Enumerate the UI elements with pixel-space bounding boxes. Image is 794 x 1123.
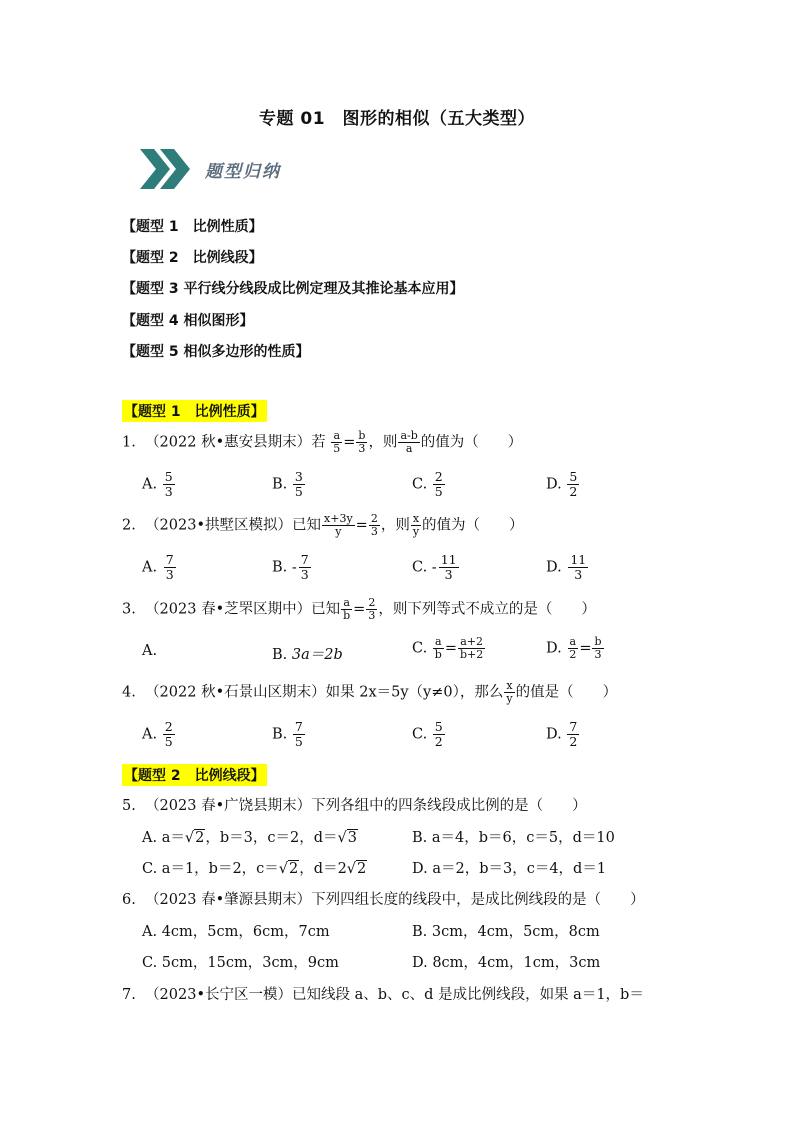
toc-item-2[interactable]: 【题型 2 比例线段】 [122,250,263,266]
q6-option-c[interactable]: C. 5cm，15cm，3cm，9cm [142,955,339,971]
question-4: 4. （2022 秋•石景山区期末）如果 2x＝5y（y≠0），那么 $\frac{x}{y}$ 的值是（ ） [122,679,618,705]
q1-option-d[interactable]: D. $\frac{5}{2}$ [546,469,578,499]
q3-option-b[interactable]: B. 3a＝2b [272,647,343,663]
q4-option-b[interactable]: B. $\frac{7}{5}$ [272,719,303,749]
q3-option-d[interactable]: D. $\frac{a}{2}$ = $\frac{b}{3}$ [546,635,602,661]
q3-option-a[interactable]: A. [142,643,158,659]
question-2: 2. （2023•拱墅区模拟）已知 $\frac{x+3y}{y}$ = $\frac{2}{3}$ ，则 $\frac{x}{y}$ 的值为（ ） [122,512,524,538]
question-6: 6. （2023 春•肇源县期末）下列四组长度的线段中，是成比例线段的是（ ） [122,892,645,908]
q6-option-d[interactable]: D. 8cm，4cm，1cm，3cm [412,955,601,971]
toc-item-1[interactable]: 【题型 1 比例性质】 [122,219,263,235]
section-heading-1: 【题型 1 比例性质】 [122,400,267,422]
q5-option-d[interactable]: D. a＝2，b＝3，c＝4，d＝1 [412,861,607,877]
toc-item-5[interactable]: 【题型 5 相似多边形的性质】 [122,344,310,360]
q5-option-b[interactable]: B. a＝4，b＝6，c＝5，d＝10 [412,830,615,846]
q3-option-c[interactable]: C. $\frac{a}{b}$ = $\frac{a+2}{b+2}$ [412,635,484,661]
section-heading-2: 【题型 2 比例线段】 [122,764,267,786]
q5-option-c[interactable]: C. a＝1，b＝2，c＝√2，d＝2√2 [142,861,367,877]
q2-option-d[interactable]: D. $\frac{11}{3}$ [546,552,587,582]
banner-text: 题型归纳 [205,162,281,182]
q6-option-b[interactable]: B. 3cm，4cm，5cm，8cm [412,924,600,940]
q2-option-c[interactable]: C. - $\frac{11}{3}$ [412,552,457,582]
q1-option-a[interactable]: A. $\frac{5}{3}$ [142,469,173,499]
q1-option-b[interactable]: B. $\frac{3}{5}$ [272,469,303,499]
q2-option-b[interactable]: B. - $\frac{7}{3}$ [272,552,309,582]
toc-item-4[interactable]: 【题型 4 相似图形】 [122,313,254,329]
question-3: 3. （2023 春•芝罘区期中）已知 $\frac{a}{b}$ = $\frac{2}{3}$ ，则下列等式不成立的是（ ） [122,596,596,622]
question-5: 5. （2023 春•广饶县期末）下列各组中的四条线段成比例的是（ ） [122,798,587,814]
q1-option-c[interactable]: C. $\frac{2}{5}$ [412,469,443,499]
toc-item-3[interactable]: 【题型 3 平行线分线段成比例定理及其推论基本应用】 [122,281,464,297]
q6-option-a[interactable]: A. 4cm，5cm，6cm，7cm [142,924,330,940]
q4-option-d[interactable]: D. $\frac{7}{2}$ [546,719,578,749]
q4-option-c[interactable]: C. $\frac{5}{2}$ [412,719,443,749]
page-title: 专题 01 图形的相似（五大类型） [258,109,536,129]
q4-option-a[interactable]: A. $\frac{2}{5}$ [142,719,173,749]
double-chevron-icon [136,145,196,193]
q2-option-a[interactable]: A. $\frac{7}{3}$ [142,552,174,582]
q5-option-a[interactable]: A. a＝√2，b＝3，c＝2，d＝√3 [142,830,357,846]
question-7: 7. （2023•长宁区一模）已知线段 a、b、c、d 是成比例线段，如果 a＝1，b＝ [122,987,644,1003]
question-1: 1. （2022 秋•惠安县期末）若 $\frac{a}{5}$ = $\frac{b}{3}$ ，则 $\frac{a-b}{a}$ 的值为（ ） [122,429,523,455]
